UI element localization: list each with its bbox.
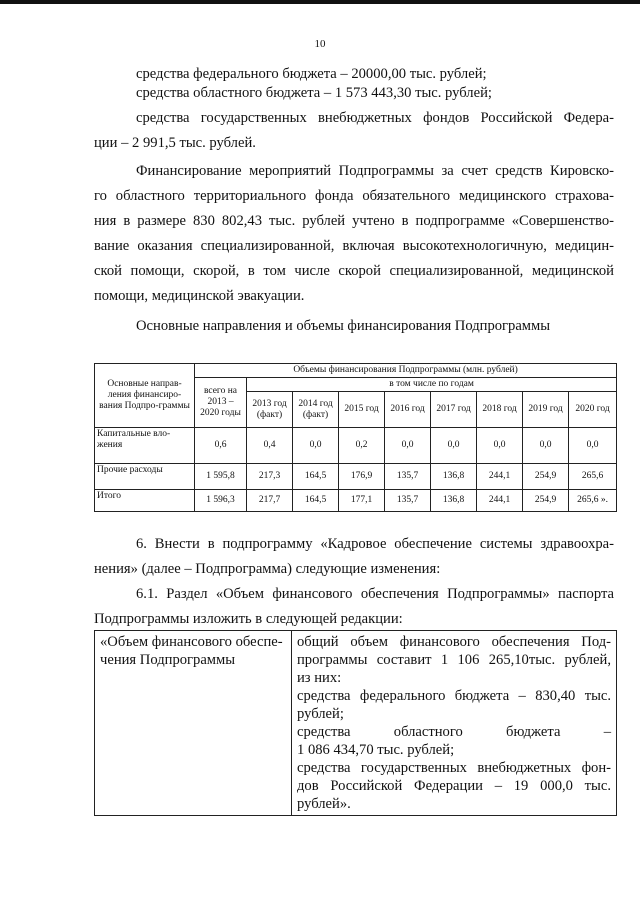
- value-cell: 135,7: [385, 490, 431, 512]
- passport-label-line: чения Подпрограммы: [100, 652, 236, 668]
- passport-label-line: «Объем финансового обеспе-: [100, 634, 283, 650]
- value-cell: 135,7: [385, 464, 431, 490]
- para-line-5: ской помощи, скорой, в том числе скорой специализированной, медицинской: [94, 263, 614, 279]
- table-row: [95, 464, 617, 490]
- value-cell: 0,0: [477, 428, 523, 464]
- passport-label-cell: [95, 631, 292, 816]
- para-line-3: ния в размере 830 802,43 тыс. рублей учтено в подпрограмме «Совершенство-: [94, 213, 614, 229]
- year-header-cell: 2019 год: [523, 392, 569, 428]
- table-row: [95, 490, 617, 512]
- passport-value-line: рублей;: [297, 706, 344, 722]
- value-cell: 0,0: [293, 428, 339, 464]
- group-header-cell: Объемы финансирования Подпрограммы (млн. рублей): [195, 364, 617, 378]
- total-cell: 0,6: [195, 428, 247, 464]
- passport-value-line: общий объем финансового обеспечения Под-: [297, 634, 611, 650]
- intro-line-2: средства областного бюджета – 1 573 443,30 тыс. рублей;: [136, 85, 492, 101]
- table-row: [95, 428, 617, 464]
- intro-line-3: средства государственных внебюджетных фондов Российской Федера-: [136, 110, 614, 126]
- year-header-cell: 2015 год: [339, 392, 385, 428]
- year-header-cell: 2020 год: [569, 392, 617, 428]
- value-cell: 0,4: [247, 428, 293, 464]
- passport-value-line: средства федерального бюджета – 830,40 тыс.: [297, 688, 611, 704]
- passport-table: [94, 630, 617, 816]
- item61-line-2: Подпрограммы изложить в следующей редакции:: [94, 611, 403, 627]
- passport-value-line: средства областного бюджета –: [297, 724, 611, 740]
- para-line-1: Финансирование мероприятий Подпрограммы за счет средств Кировско-: [136, 163, 614, 179]
- value-cell: 254,9: [523, 490, 569, 512]
- year-header-cell: 2018 год: [477, 392, 523, 428]
- top-rule: [0, 0, 640, 4]
- passport-value-line: из них:: [297, 670, 342, 686]
- row-label: Прочие расходы: [95, 464, 195, 490]
- value-cell: 136,8: [431, 490, 477, 512]
- years-header-cell: в том числе по годам: [247, 378, 617, 392]
- passport-value-line: дов Российской Федерации – 19 000,0 тыс.: [297, 778, 611, 794]
- value-cell: 0,0: [569, 428, 617, 464]
- value-cell: 164,5: [293, 464, 339, 490]
- row-label: Итого: [95, 490, 195, 512]
- value-cell: 164,5: [293, 490, 339, 512]
- para-line-4: вание оказания специализированной, включая высокотехнологичную, медицин-: [94, 238, 614, 254]
- total-header-cell: всего на 2013 – 2020 годы: [195, 378, 247, 428]
- passport-value-line: рублей».: [297, 796, 351, 812]
- year-header-cell: 2014 год (факт): [293, 392, 339, 428]
- value-cell: 254,9: [523, 464, 569, 490]
- passport-value-cell: [292, 631, 617, 816]
- value-cell: 217,7: [247, 490, 293, 512]
- value-cell: 0,2: [339, 428, 385, 464]
- funding-table: [94, 363, 617, 512]
- row-header-cell: Основные направ-ления финансиро-вания Подпро-граммы: [95, 364, 195, 428]
- para-line-2: го областного территориального фонда обязательного медицинского страхова-: [94, 188, 614, 204]
- year-header-cell: 2016 год: [385, 392, 431, 428]
- passport-value-line: средства государственных внебюджетных фон-: [297, 760, 611, 776]
- value-cell: 265,6 ».: [569, 490, 617, 512]
- item6-line-2: нения» (далее – Подпрограмма) следующие изменения:: [94, 561, 441, 577]
- value-cell: 177,1: [339, 490, 385, 512]
- intro-line-1: средства федерального бюджета – 20000,00 тыс. рублей;: [136, 66, 487, 82]
- item61-line-1: 6.1. Раздел «Объем финансового обеспечения Подпрограммы» паспорта: [136, 586, 614, 602]
- passport-value-line: программы составит 1 106 265,10тыс. рублей,: [297, 652, 611, 668]
- page-number: 10: [314, 38, 326, 50]
- value-cell: 0,0: [431, 428, 477, 464]
- value-cell: 176,9: [339, 464, 385, 490]
- passport-value-line: 1 086 434,70 тыс. рублей;: [297, 742, 455, 758]
- value-cell: 217,3: [247, 464, 293, 490]
- value-cell: 244,1: [477, 490, 523, 512]
- value-cell: 244,1: [477, 464, 523, 490]
- para-line-6: помощи, медицинской эвакуации.: [94, 288, 305, 304]
- intro-line-4: ции – 2 991,5 тыс. рублей.: [94, 135, 256, 151]
- value-cell: 136,8: [431, 464, 477, 490]
- value-cell: 0,0: [385, 428, 431, 464]
- year-header-cell: 2017 год: [431, 392, 477, 428]
- value-cell: 265,6: [569, 464, 617, 490]
- row-label: Капитальные вло-жения: [95, 428, 195, 464]
- total-cell: 1 596,3: [195, 490, 247, 512]
- total-cell: 1 595,8: [195, 464, 247, 490]
- year-header-cell: 2013 год (факт): [247, 392, 293, 428]
- value-cell: 0,0: [523, 428, 569, 464]
- item6-line-1: 6. Внести в подпрограмму «Кадровое обеспечение системы здравоохра-: [136, 536, 614, 552]
- table-heading: Основные направления и объемы финансирования Подпрограммы: [136, 318, 551, 334]
